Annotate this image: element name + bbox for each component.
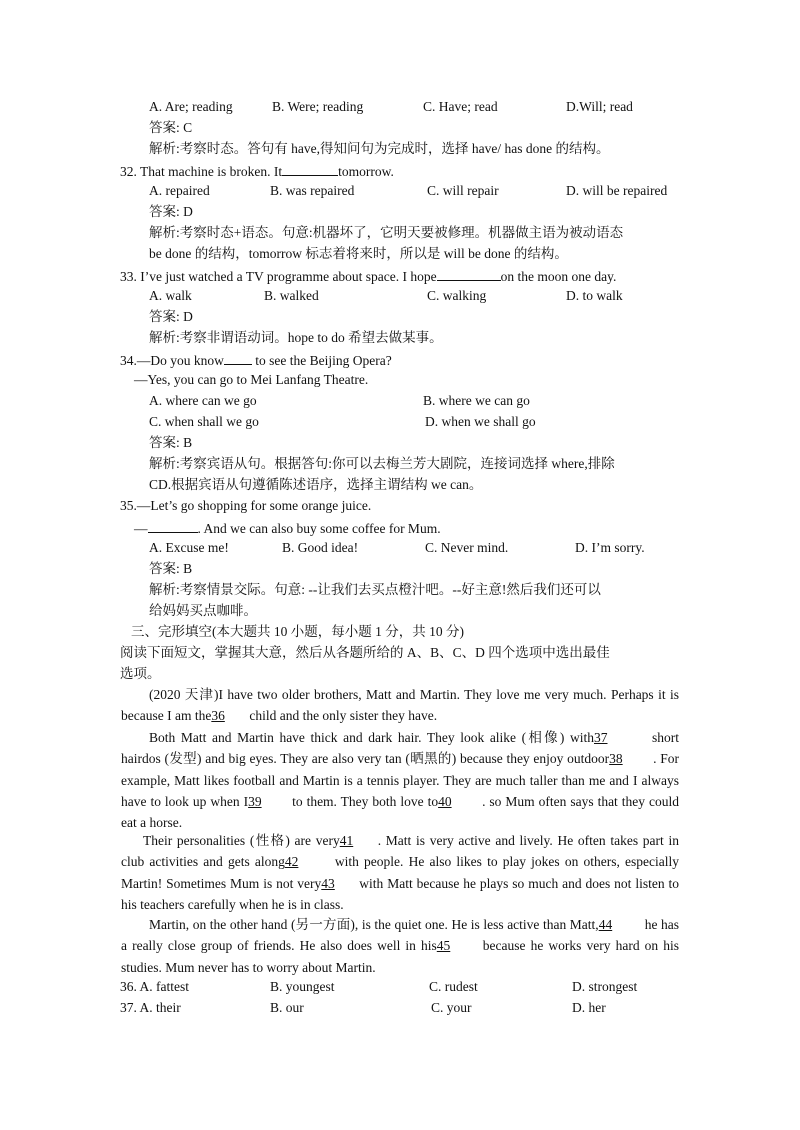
blank-43: 43 [321,875,335,891]
q33-stem-start: 33. I’ve just watched a TV programme about space. I hope [120,269,437,284]
p4-text-3: because he works very hard on his studies. Mum never has to worry about Martin. [121,938,680,975]
blank-36: 36 [211,708,225,724]
p4-text-2: he has a really close group of friends. He also does well in his [121,917,679,954]
p2-text-2: short hairdos (发型) and big eyes. They are also very tan (晒黑的) because they enjoy outdoor [121,730,679,767]
q34-stem-end: to see the Beijing Opera? [251,353,392,368]
q31-analysis: 解析:考察时态。答句有 have,得知问句为完成时，选择 have/ has done 的结构。 [149,141,610,156]
blank-37: 37 [594,730,608,745]
section3-instruction-line1: 阅读下面短文，掌握其大意，然后从各题所给的 A、B、C、D 四个选项中选出最佳 [120,645,610,660]
q34-stem [120,350,392,370]
p4-text-1: Martin, on the other hand (另一方面), is the quiet one. He is less active than Matt, [149,917,599,932]
q34-option-c[interactable]: C. when shall we go [149,414,259,429]
q35-option-c[interactable]: C. Never mind. [425,540,509,555]
q36-option-a[interactable]: 36. A. fattest [120,979,189,994]
q33-answer: 答案: D [149,309,193,324]
passage-paragraph-4 [121,914,679,978]
q35-reply-end: . And we can also buy some coffee for Mum. [197,521,441,536]
q33-option-b[interactable]: B. walked [264,288,319,303]
q35-stem: 35.—Let’s go shopping for some orange juice. [120,498,372,513]
q36-option-c[interactable]: C. rudest [429,979,478,994]
q36-option-b[interactable]: B. youngest [270,979,335,994]
q35-option-a[interactable]: A. Excuse me! [149,540,229,555]
blank-44: 44 [598,917,613,932]
passage-paragraph-1 [121,684,679,727]
blank-42: 42 [284,854,299,870]
q34-reply: —Yes, you can go to Mei Lanfang Theatre. [134,372,369,387]
q34-analysis-line1: 解析:考察宾语从句。根据答句:你可以去梅兰芳大剧院，连接词选择 where,排除 [149,456,615,471]
q32-stem-start: 32. That machine is broken. It [120,164,283,179]
q31-option-c[interactable]: C. Have; read [423,99,498,114]
p1-text-2: child and the only sister they have. [249,708,438,724]
q34-stem-start: 34.—Do you know [120,353,224,368]
q35-analysis-line2: 给妈妈买点咖啡。 [149,603,257,618]
q37-option-c[interactable]: C. your [431,1000,472,1015]
passage-paragraph-3 [121,830,679,915]
q34-analysis-line2: CD.根据宾语从句遵循陈述语序，选择主谓结构 we can。 [149,477,483,492]
section3-instruction-line2: 选项。 [120,666,161,681]
q34-answer: 答案: B [149,435,193,450]
q31-option-b[interactable]: B. Were; reading [272,99,364,114]
p3-text-1: Their personalities (性格) are very [143,833,340,848]
blank-38: 38 [609,751,623,767]
p2-text-4: to them. They both love to [292,793,439,809]
q36-option-d[interactable]: D. strongest [572,979,638,994]
q33-option-d[interactable]: D. to walk [566,288,623,303]
q33-option-a[interactable]: A. walk [149,288,192,303]
q32-stem-end: tomorrow. [338,164,394,179]
q32-option-d[interactable]: D. will be repaired [566,183,668,198]
q35-reply-dash: — [134,521,148,536]
q33-analysis: 解析:考察非谓语动词。hope to do 希望去做某事。 [149,330,443,345]
q34-blank [224,350,252,365]
q32-option-a[interactable]: A. repaired [149,183,210,198]
p2-text-3: . For example, Matt likes football and Martin is a tennis player. They are much taller than me and I always have to look up when I [121,751,679,809]
q35-reply [134,518,441,538]
q32-stem [120,161,394,181]
q32-answer: 答案: D [149,204,193,219]
q31-answer: 答案: C [149,120,193,135]
q32-analysis-line2: be done 的结构，tomorrow 标志着将来时，所以是 will be done 的结构。 [149,246,568,261]
q35-option-b[interactable]: B. Good idea! [282,540,359,555]
p2-text-1: Both Matt and Martin have thick and dark hair. They look alike (相像) with [149,730,594,745]
q35-answer: 答案: B [149,561,193,576]
blank-45: 45 [436,938,451,954]
q35-blank [148,518,198,533]
q32-option-b[interactable]: B. was repaired [270,183,355,198]
q34-option-a[interactable]: A. where can we go [149,393,257,408]
q37-option-a[interactable]: 37. A. their [120,1000,181,1015]
p1-text-1: (2020 天津)I have two older brothers, Matt and Martin. They love me very much. Perhaps it is because I am the [121,687,679,724]
q37-option-b[interactable]: B. our [270,1000,304,1015]
q32-blank [282,161,338,176]
p3-text-2: . Matt is very active and lively. He often takes part in club activities and gets along [121,833,679,870]
q32-analysis-line1: 解析:考察时态+语态。句意:机器坏了，它明天要被修理。机器做主语为被动语态 [149,225,624,240]
q31-option-a[interactable]: A. Are; reading [149,99,233,114]
q31-option-d[interactable]: D.Will; read [566,99,633,114]
section3-heading: 三、完形填空(本大题共 10 小题，每小题 1 分，共 10 分) [131,624,464,639]
q34-option-d[interactable]: D. when we shall go [425,414,536,429]
q32-option-c[interactable]: C. will repair [427,183,499,198]
p3-text-3: with people. He also likes to play jokes on others, especially Martin! Sometimes Mum is not very [121,854,679,891]
q37-option-d[interactable]: D. her [572,1000,606,1015]
q33-stem-end: on the moon one day. [500,269,617,284]
p3-text-4: with Matt because he plays so much and does not listen to his teachers carefully when he is in class. [121,875,679,912]
q33-stem [120,266,616,286]
blank-41: 41 [339,833,354,848]
q33-option-c[interactable]: C. walking [427,288,487,303]
blank-40: 40 [438,793,452,809]
q35-analysis-line1: 解析:考察情景交际。句意: --让我们去买点橙汁吧。--好主意!然后我们还可以 [149,582,601,597]
q33-blank [437,266,501,281]
blank-39: 39 [248,793,262,809]
passage-paragraph-2 [121,727,679,833]
q35-option-d[interactable]: D. I’m sorry. [575,540,645,555]
p2-text-5: . so Mum often says that they could eat a horse. [121,793,679,831]
q34-option-b[interactable]: B. where we can go [423,393,530,408]
